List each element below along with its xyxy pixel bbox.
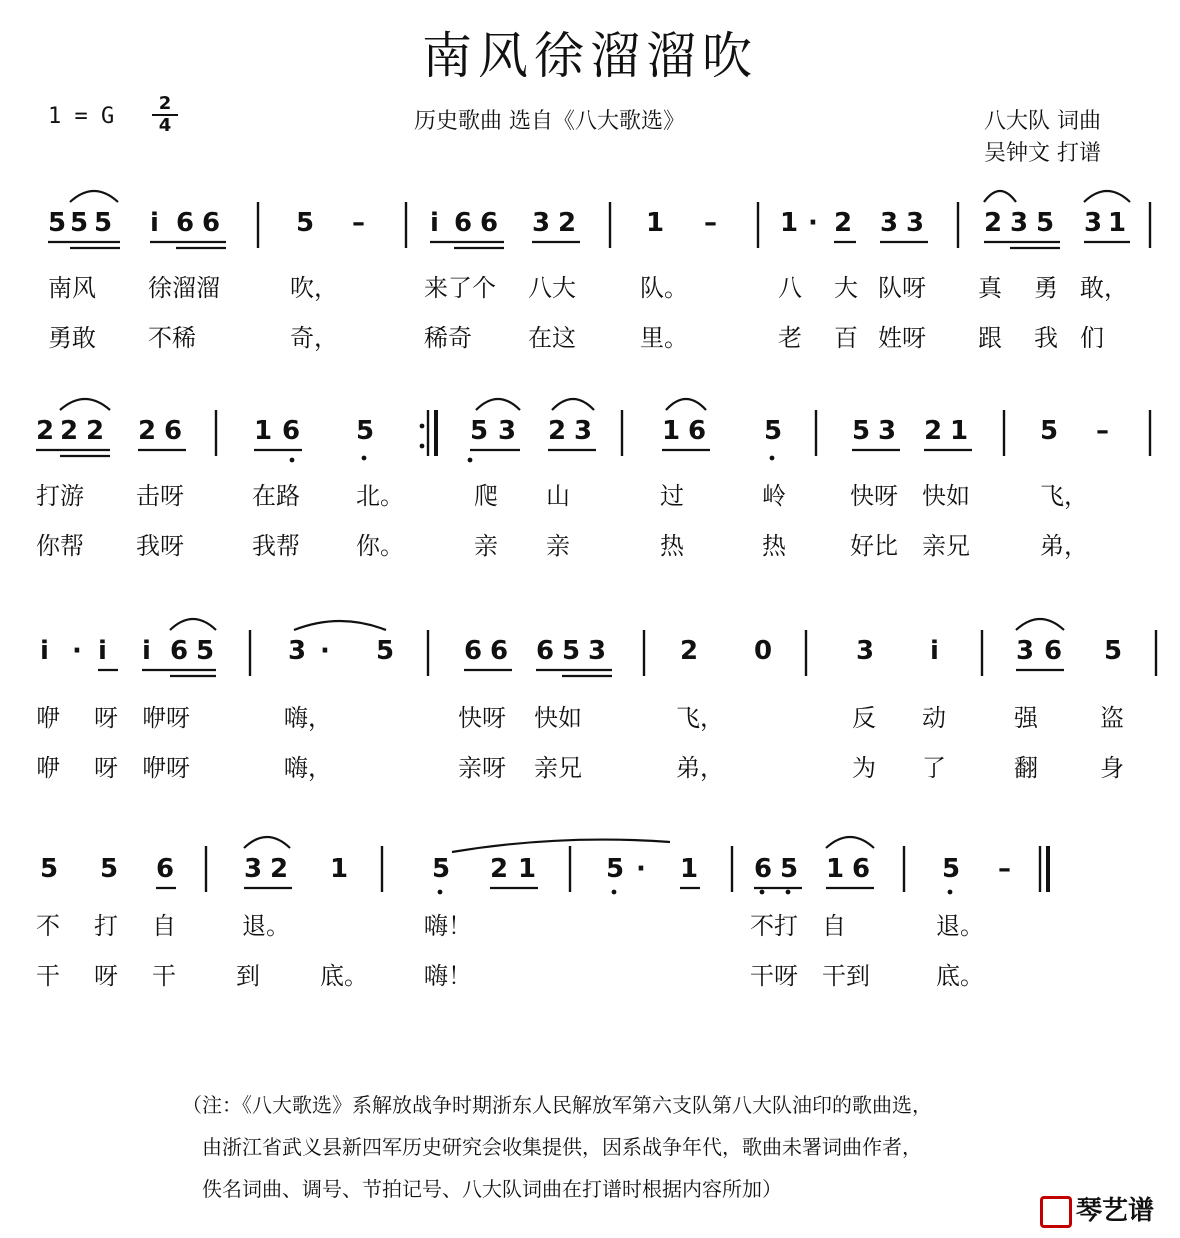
jianpu-note: 5 [852,416,871,446]
watermark-text: 琴艺谱 [1076,1196,1155,1226]
jianpu-note: 3 [878,416,897,446]
jianpu-note: 5 [100,854,119,884]
jianpu-note: 2 [60,416,79,446]
jianpu-note: 1 [826,854,845,884]
lyric: 好比 [850,532,898,560]
octave-dot [420,424,425,429]
octave-dot [438,890,443,895]
lyric: 百 [834,324,858,352]
lyric: 翻 [1014,754,1038,782]
jianpu-note: 5 [562,636,581,666]
slur-arc [666,399,706,410]
slur-arc [244,837,290,848]
jianpu-note: 1 [518,854,537,884]
jianpu-note: 5 [942,854,961,884]
jianpu-note: 6 [1044,636,1063,666]
jianpu-note: 2 [490,854,509,884]
jianpu-note: 5 [356,416,375,446]
octave-dot [786,890,791,895]
lyric: 强 [1014,704,1038,732]
jianpu-note: 3 [574,416,593,446]
jianpu-note: 5 [1104,636,1123,666]
lyric: 嗨！ [424,912,472,940]
qinyipu-logo-icon [1040,1196,1072,1228]
octave-dot [420,444,425,449]
jianpu-note: 3 [1010,208,1029,238]
lyric: 飞， [1040,482,1088,510]
lyric: 快如 [922,482,970,510]
jianpu-note: 6 [688,416,707,446]
slur-arc [1016,619,1064,630]
lyric: 干 [152,962,176,990]
jianpu-note: 2 [680,636,699,666]
lyric: 勇 [1034,274,1058,302]
lyric: 不稀 [148,324,196,352]
jianpu-note: 1 [254,416,273,446]
jianpu-note: · [808,208,818,238]
jianpu-note: 3 [588,636,607,666]
jianpu-note: 5 [48,208,67,238]
lyric: 岭 [762,482,786,510]
time-denominator: 4 [152,114,178,136]
lyric: 快呀 [458,704,506,732]
lyric: 自 [822,912,846,940]
jianpu-note: 6 [164,416,183,446]
jianpu-note: 2 [270,854,289,884]
jianpu-note: 3 [856,636,875,666]
octave-dot [770,456,775,461]
lyric: 跟 [978,324,1002,352]
lyric: 到 [236,962,260,990]
jianpu-note: 5 [196,636,215,666]
song-title: 南风徐溜溜吹 [422,27,758,85]
jianpu-note: 2 [924,416,943,446]
slur-arc [826,837,874,848]
jianpu-note: 1 [330,854,349,884]
slur-arc [60,399,110,410]
octave-dot [290,458,295,463]
lyric: 咿呀 [142,754,190,782]
lyric: 击呀 [136,482,184,510]
lyric: 嗨， [284,754,332,782]
octave-dot [612,890,617,895]
lyric: 徐溜溜 [148,274,220,302]
tie-arc [294,621,386,630]
lyric: 咿 [36,704,60,732]
lyric: 亲 [474,532,498,560]
lyric: 八大 [528,274,576,302]
lyric: 过 [660,482,684,510]
lyric: 快如 [534,704,582,732]
lyric: 呀 [94,704,118,732]
jianpu-note: 6 [454,208,473,238]
lyric: 南风 [48,274,96,302]
jianpu-note: 6 [852,854,871,884]
lyric: 里。 [640,324,688,352]
lyric: 热 [660,532,684,560]
lyric: 我帮 [252,532,300,560]
lyric: 队。 [640,274,688,302]
jianpu-note: 1 [1108,208,1127,238]
lyric: 八 [778,274,802,302]
lyric: 干呀 [750,962,798,990]
lyric: 敢， [1080,274,1128,302]
jianpu-note: 6 [156,854,175,884]
jianpu-note: – [998,854,1011,884]
lyric: 嗨， [284,704,332,732]
octave-dot [362,456,367,461]
lyric: 不 [36,912,60,940]
tie-arc [452,840,670,852]
jianpu-note: · [320,636,330,666]
lyric: 弟， [676,754,724,782]
lyric: 咿 [36,754,60,782]
lyric: 反 [852,704,876,732]
lyric: 在这 [528,324,576,352]
jianpu-note: 6 [536,636,555,666]
jianpu-note: 2 [138,416,157,446]
lyric: 底。 [936,962,984,990]
jianpu-note: 3 [498,416,517,446]
lyric: 我 [1034,324,1058,352]
jianpu-note: i [142,636,151,666]
lyric: 稀奇 [424,324,472,352]
jianpu-note: 1 [950,416,969,446]
slur-arc [1084,191,1130,202]
jianpu-note: 6 [464,636,483,666]
jianpu-note: 5 [70,208,89,238]
lyric: 你。 [356,532,404,560]
jianpu-note: 3 [532,208,551,238]
jianpu-note: 0 [754,636,773,666]
jianpu-note: 6 [202,208,221,238]
jianpu-note: 6 [176,208,195,238]
jianpu-note: – [1096,416,1109,446]
jianpu-note: 3 [1016,636,1035,666]
lyric: 咿呀 [142,704,190,732]
octave-dot [760,890,765,895]
lyric: 老 [778,324,802,352]
jianpu-note: i [40,636,49,666]
jianpu-note: 5 [94,208,113,238]
jianpu-note: 6 [170,636,189,666]
jianpu-note: 3 [1084,208,1103,238]
lyric: 热 [762,532,786,560]
jianpu-note: 2 [558,208,577,238]
slur-arc [70,191,118,202]
lyric: 你帮 [36,532,84,560]
jianpu-note: 6 [480,208,499,238]
lyric: 们 [1080,324,1104,352]
lyric: 为 [852,754,876,782]
octave-dot [948,890,953,895]
lyric: 我呀 [136,532,184,560]
jianpu-note: 6 [754,854,773,884]
jianpu-note: 3 [880,208,899,238]
lyric: 真 [978,274,1002,302]
lyric: 干 [36,962,60,990]
jianpu-note: i [98,636,107,666]
jianpu-note: i [930,636,939,666]
lyric: 退。 [936,912,984,940]
lyric: 姓呀 [878,324,926,352]
lyric: 打游 [36,482,84,510]
slur-arc [476,399,520,410]
lyric: 退。 [242,912,290,940]
jianpu-note: · [72,636,82,666]
lyric: 自 [152,912,176,940]
jianpu-note: 5 [780,854,799,884]
jianpu-note: 2 [86,416,105,446]
jianpu-note: 2 [834,208,853,238]
jianpu-note: 1 [662,416,681,446]
jianpu-note: i [430,208,439,238]
jianpu-note: 2 [548,416,567,446]
lyric: 不打 [750,912,798,940]
footnote-line-1: （注：《八大歌选》系解放战争时期浙东人民解放军第六支队第八大队油印的歌曲选， [182,1093,932,1117]
jianpu-note: 3 [906,208,925,238]
lyric: 盗 [1100,704,1124,732]
jianpu-note: 5 [606,854,625,884]
lyric: 爬 [474,482,498,510]
lyric: 亲 [546,532,570,560]
lyric: 呀 [94,962,118,990]
footnote-line-2: 由浙江省武义县新四军历史研究会收集提供，因系战争年代，歌曲未署词曲作者， [202,1135,922,1159]
song-subtitle: 历史歌曲 选自《八大歌选》 [414,109,685,134]
slur-arc [170,619,216,630]
jianpu-note: 1 [646,208,665,238]
lyric: 亲兄 [534,754,582,782]
lyric: 呀 [94,754,118,782]
lyric: 弟， [1040,532,1088,560]
octave-dot [468,458,473,463]
key-signature: 1 = G [48,104,115,129]
jianpu-note: 5 [376,636,395,666]
slur-arc [984,191,1016,202]
lyric: 队呀 [878,274,926,302]
credit-lyrics-music: 八大队 词曲 [984,109,1101,134]
jianpu-note: i [150,208,159,238]
jianpu-note: 5 [432,854,451,884]
jianpu-note: 3 [244,854,263,884]
jianpu-note: 6 [282,416,301,446]
lyric: 大 [834,274,858,302]
jianpu-note: 1 [780,208,799,238]
lyric: 嗨！ [424,962,472,990]
jianpu-note: 5 [1036,208,1055,238]
jianpu-note: 5 [470,416,489,446]
lyric: 干到 [822,962,870,990]
footnote-line-3: 佚名词曲、调号、节拍记号、八大队词曲在打谱时根据内容所加） [202,1177,782,1201]
lyric: 奇， [290,324,338,352]
jianpu-note: – [704,208,717,238]
time-numerator: 2 [158,93,172,114]
lyric: 勇敢 [48,324,96,352]
watermark-logo [1040,1190,1154,1228]
jianpu-note: 5 [296,208,315,238]
jianpu-note: · [636,854,646,884]
jianpu-note: 2 [984,208,1003,238]
jianpu-note: 5 [40,854,59,884]
lyric: 吹， [290,274,338,302]
lyric: 北。 [356,482,404,510]
jianpu-note: 1 [680,854,699,884]
lyric: 来了个 [424,274,496,302]
lyric: 飞， [676,704,724,732]
jianpu-note: – [352,208,365,238]
jianpu-note: 3 [288,636,307,666]
lyric: 亲呀 [458,754,506,782]
lyric: 山 [546,482,570,510]
jianpu-note: 2 [36,416,55,446]
lyric: 动 [922,704,946,732]
lyric: 身 [1100,754,1124,782]
lyric: 打 [94,912,118,940]
credit-transcriber: 吴钟文 打谱 [984,141,1101,166]
lyric: 了 [922,754,946,782]
slur-arc [552,399,594,410]
lyric: 快呀 [850,482,898,510]
lyric: 在路 [252,482,300,510]
jianpu-note: 5 [1040,416,1059,446]
jianpu-note: 6 [490,636,509,666]
jianpu-note: 5 [764,416,783,446]
lyric: 亲兄 [922,532,970,560]
lyric: 底。 [320,962,368,990]
